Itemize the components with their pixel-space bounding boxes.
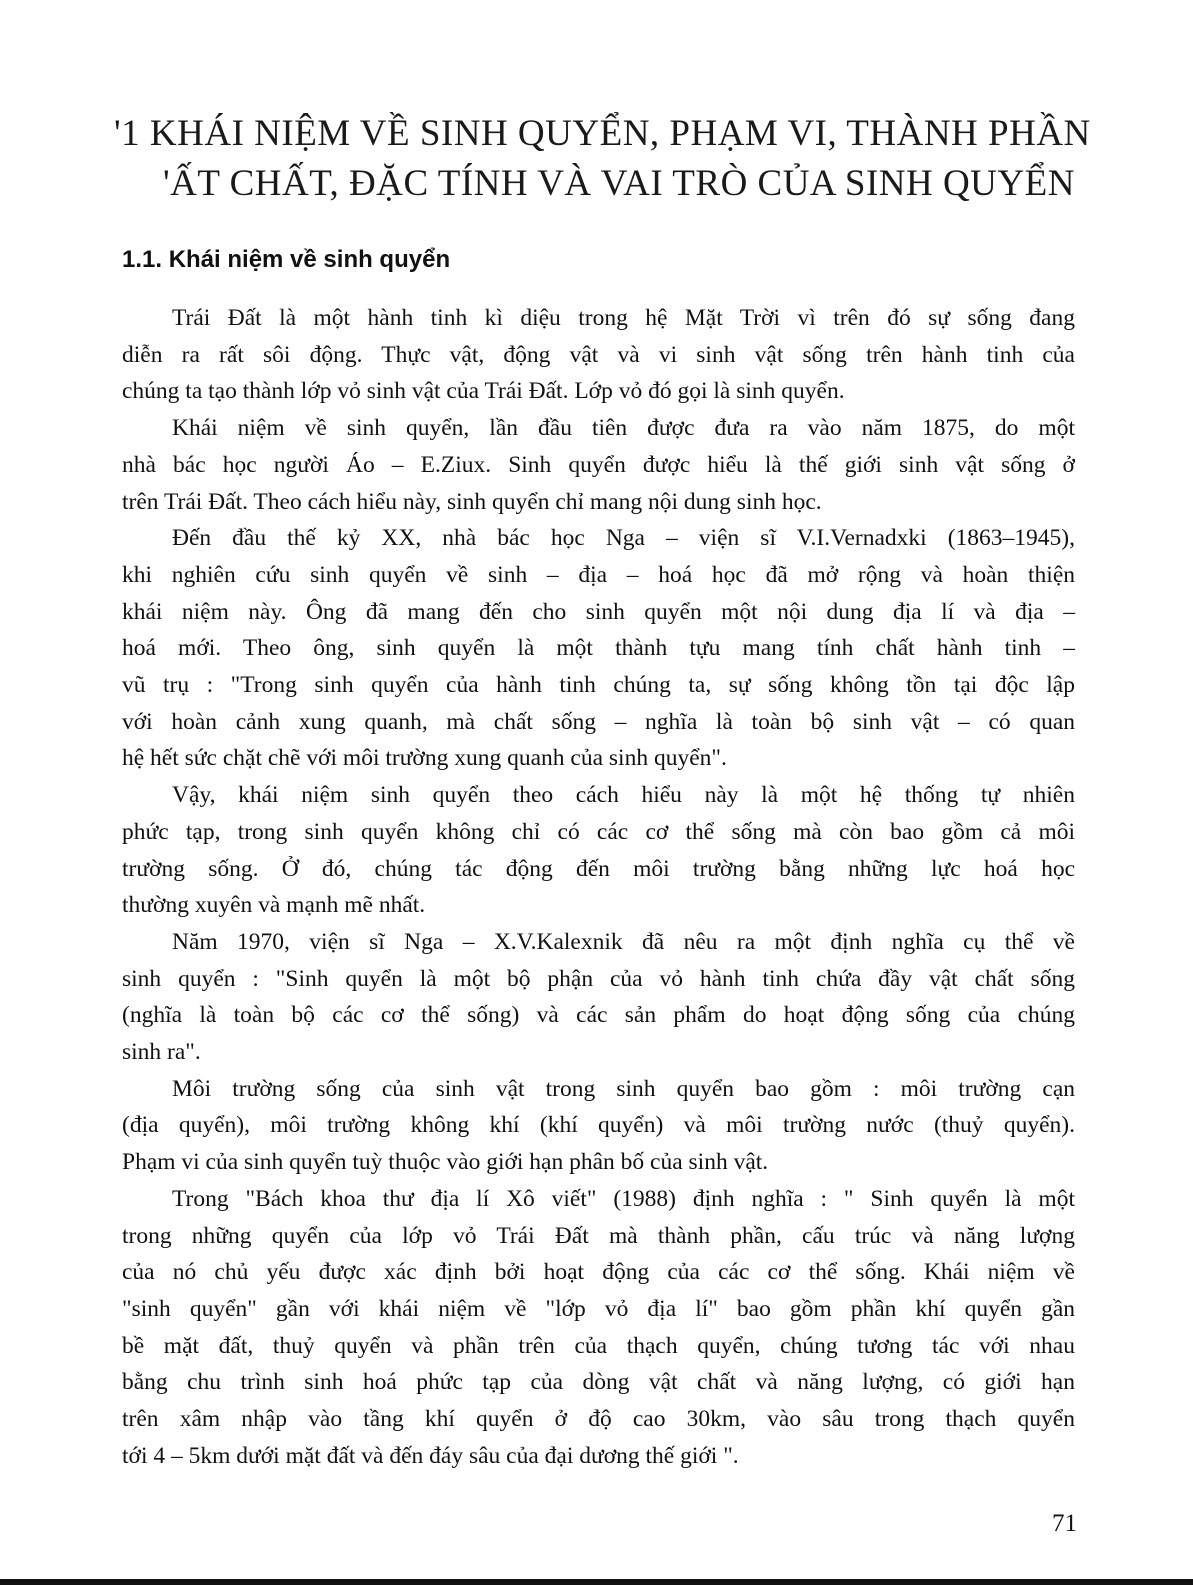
text-line: Phạm vi của sinh quyển tuỳ thuộc vào giới hạn phân bố của sinh vật.	[122, 1149, 769, 1176]
text-line: trường sống. Ở đó, chúng tác động đến môi trường bằng những lực hoá học	[122, 855, 1075, 882]
text-line: Vậy, khái niệm sinh quyển theo cách hiểu này là một hệ thống tự nhiên	[172, 782, 1075, 809]
text-line: Trong "Bách khoa thư địa lí Xô viết" (1988) định nghĩa : " Sinh quyển là một	[172, 1185, 1075, 1212]
text-line: bề mặt đất, thuỷ quyển và phần trên của thạch quyển, chúng tương tác với nhau	[122, 1332, 1075, 1359]
paragraph	[122, 520, 1075, 777]
text-line: Trái Đất là một hành tinh kì diệu trong hệ Mặt Trời vì trên đó sự sống đang	[172, 305, 1075, 331]
text-line: của nó chủ yếu được xác định bởi hoạt động của các cơ thể sống. Khái niệm về	[122, 1259, 1075, 1286]
paragraph	[122, 410, 1075, 520]
text-line: Khái niệm về sinh quyển, lần đầu tiên được đưa ra vào năm 1875, do một	[172, 415, 1075, 442]
text-line: nhà bác học người Áo – E.Ziux. Sinh quyển được hiểu là thế giới sinh vật sống ở	[122, 451, 1075, 478]
text-line: Môi trường sống của sinh vật trong sinh quyển bao gồm : môi trường cạn	[172, 1075, 1075, 1102]
text-line: (nghĩa là toàn bộ các cơ thể sống) và các sản phẩm do hoạt động sống của chúng	[122, 1002, 1075, 1029]
text-line: tới 4 – 5km dưới mặt đất và đến đáy sâu của đại dương thế giới ".	[122, 1442, 739, 1469]
text-line: thường xuyên và mạnh mẽ nhất.	[122, 892, 426, 919]
text-line: Năm 1970, viện sĩ Nga – X.V.Kalexnik đã nêu ra một định nghĩa cụ thể về	[172, 928, 1075, 955]
text-line: diễn ra rất sôi động. Thực vật, động vật và vi sinh vật sống trên hành tinh của	[122, 341, 1075, 368]
text-line: sinh ra".	[122, 1039, 201, 1066]
paragraph	[122, 1181, 1075, 1475]
text-line: (địa quyển), môi trường không khí (khí quyển) và môi trường nước (thuỷ quyển).	[122, 1112, 1075, 1139]
text-line: sinh quyển : "Sinh quyển là một bộ phận của vỏ hành tinh chứa đầy vật chất sống	[122, 965, 1075, 992]
chapter-title-line-2: 'ẤT CHẤT, ĐẶC TÍNH VÀ VAI TRÒ CỦA SINH QUYỂN	[163, 163, 1075, 204]
scan-edge	[0, 1579, 1193, 1585]
chapter-title-line-1: '1 KHÁI NIỆM VỀ SINH QUYỂN, PHẠM VI, THÀNH PHẦN	[114, 113, 1091, 154]
text-line: trên xâm nhập vào tầng khí quyển ở độ cao 30km, vào sâu trong thạch quyển	[122, 1406, 1075, 1433]
text-line: khi nghiên cứu sinh quyển về sinh – địa – hoá học đã mở rộng và hoàn thiện	[122, 561, 1075, 588]
text-line: khái niệm này. Ông đã mang đến cho sinh quyển một nội dung địa lí và địa –	[122, 598, 1075, 625]
text-line: vũ trụ : "Trong sinh quyển của hành tinh chúng ta, sự sống không tồn tại độc lập	[122, 672, 1075, 699]
text-line: chúng ta tạo thành lớp vỏ sinh vật của Trái Đất. Lớp vỏ đó gọi là sinh quyển.	[122, 378, 845, 405]
page-number: 71	[1052, 1510, 1077, 1537]
body-text	[122, 300, 1075, 1475]
paragraph	[122, 300, 1075, 410]
text-line: với hoàn cảnh xung quanh, mà chất sống – nghĩa là toàn bộ sinh vật – có quan	[122, 708, 1075, 735]
paragraph	[122, 1071, 1075, 1181]
text-line: trong những quyển của lớp vỏ Trái Đất mà thành phần, cấu trúc và năng lượng	[122, 1222, 1075, 1249]
paragraph	[122, 777, 1075, 924]
text-line: "sinh quyển" gần với khái niệm về "lớp vỏ địa lí" bao gồm phần khí quyển gần	[122, 1295, 1075, 1322]
text-line: bằng chu trình sinh hoá phức tạp của dòng vật chất và năng lượng, có giới hạn	[122, 1369, 1075, 1396]
paragraph	[122, 924, 1075, 1071]
text-line: trên Trái Đất. Theo cách hiểu này, sinh quyển chỉ mang nội dung sinh học.	[122, 488, 822, 515]
text-line: Đến đầu thế kỷ XX, nhà bác học Nga – viện sĩ V.I.Vernadxki (1863–1945),	[172, 525, 1075, 552]
section-heading: 1.1. Khái niệm về sinh quyển	[122, 246, 451, 273]
text-line: hoá mới. Theo ông, sinh quyển là một thành tựu mang tính chất hành tinh –	[122, 635, 1075, 662]
text-line: hệ hết sức chặt chẽ với môi trường xung quanh của sinh quyển".	[122, 745, 727, 772]
text-line: phức tạp, trong sinh quyển không chỉ có các cơ thể sống mà còn bao gồm cả môi	[122, 818, 1075, 845]
